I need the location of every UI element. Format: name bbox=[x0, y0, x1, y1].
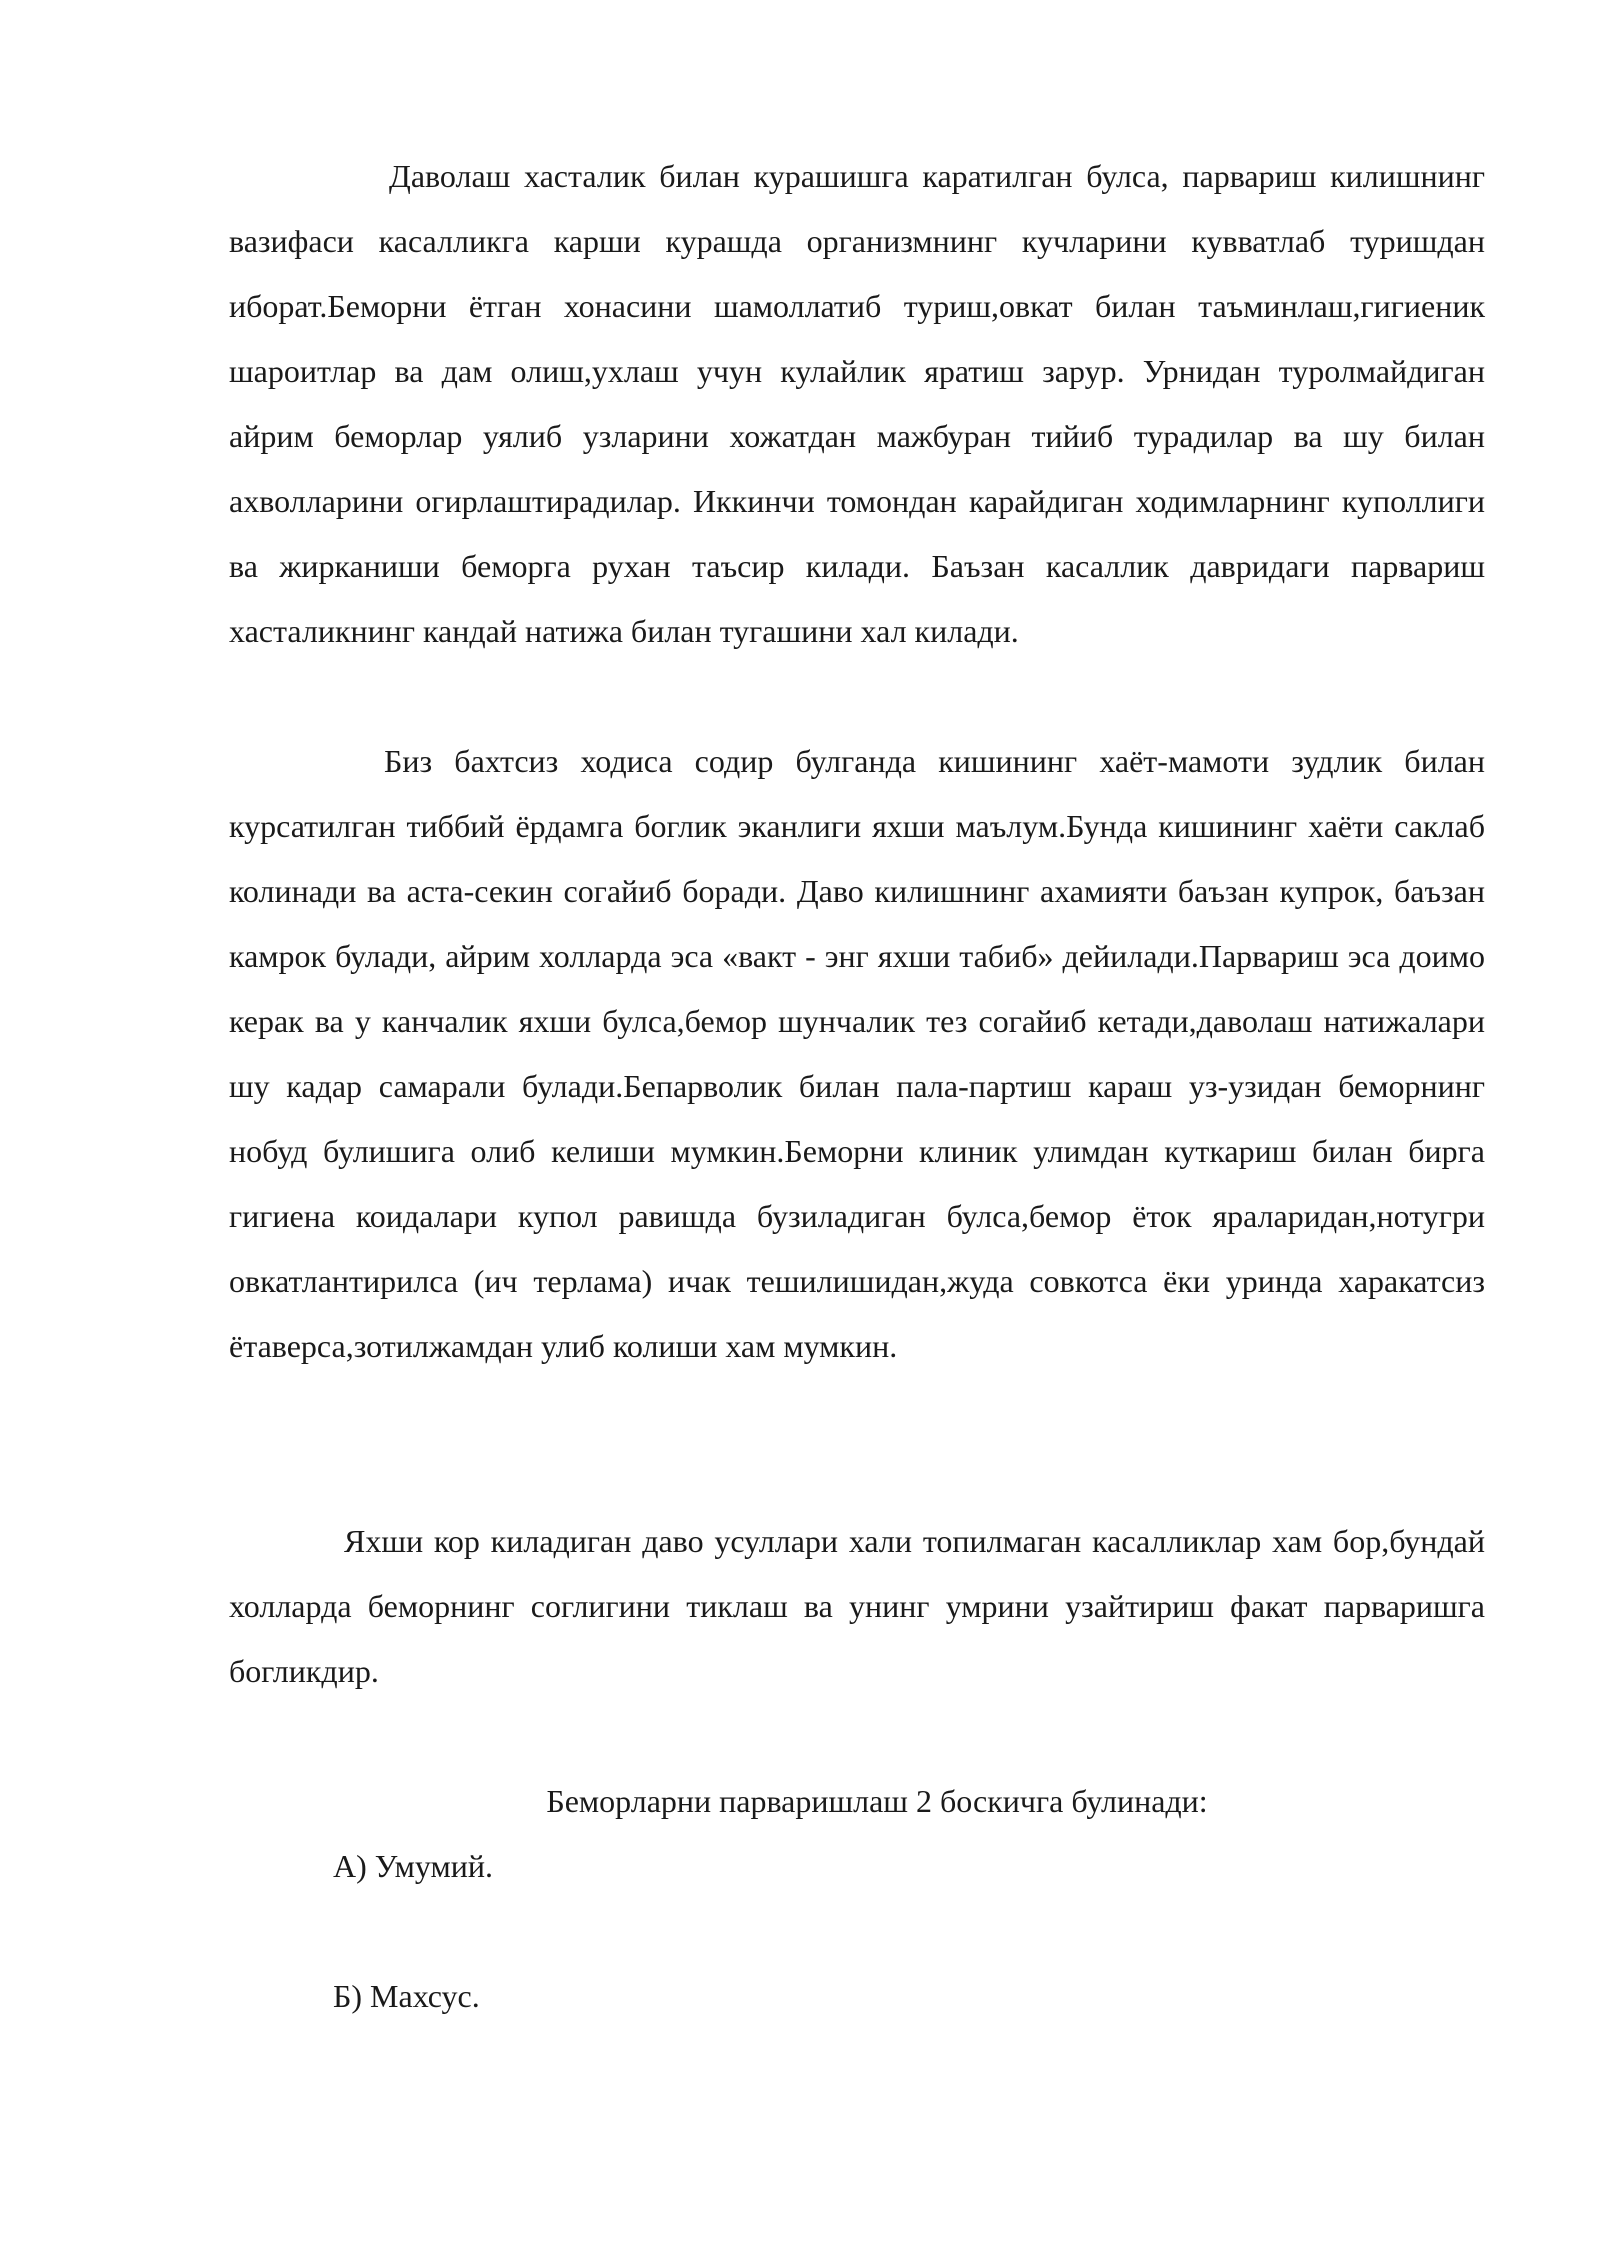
paragraph-medical-aid: Биз бахтсиз ходиса содир булганда кишининг хаёт-мамоти зудлик билан курсатилган тиббий ёрдамга боглик эканлиги яхши маълум.Бунда кишининг хаёти саклаб колинади ва аста-секин согайиб боради. Даво килишнинг ахамияти баъзан купрок, баъзан камрок булади, айрим холларда эса «вакт - энг яхши табиб» дейилади.Парвариш эса доимо керак ва у канчалик яхши булса,бемор шунчалик тез согайиб кетади,даволаш натижалари шу кадар самарали булади.Бепарволик билан пала-партиш караш уз-узидан беморнинг нобуд булишига олиб келиши мумкин.Беморни клиник улимдан куткариш билан бирга гигиена коидалари купол равишда бузиладиган булса,бемор ёток яраларидан,нотугри овкатлантирилса (ич терлама) ичак тешилишидан,жуда совкотса ёки уринда харакатсиз ётаверса,зотилжамдан улиб колиши хам мумкин. bbox=[229, 743, 1485, 1364]
list-item-general: А) Умумий. bbox=[333, 1848, 493, 1884]
paragraph-block bbox=[229, 729, 1485, 1379]
paragraph-block bbox=[229, 1509, 1485, 1704]
paragraph-block bbox=[229, 144, 1485, 664]
paragraph-treatment-care: Даволаш хасталик билан курашишга каратилган булса, парвариш килишнинг вазифаси касалликга карши курашда организмнинг кучларини кувватлаб туришдан иборат.Беморни ётган хонасини шамоллатиб туриш,овкат билан таъминлаш,гигиеник шароитлар ва дам олиш,ухлаш учун кулайлик яратиш зарур. Урнидан туролмайдиган айрим беморлар уялиб узларини хожатдан мажбуран тийиб турадилар ва шу билан ахволларини огирлаштирадилар. Иккинчи томондан карайдиган ходимларнинг куполлиги ва жирканиши беморга рухан таъсир килади. Баъзан касаллик давридаги парвариш хасталикнинг кандай натижа билан тугашини хал килади. bbox=[229, 158, 1485, 649]
paragraph-care-importance: Яхши кор киладиган даво усуллари хали топилмаган касалликлар хам бор,бундай холларда беморнинг соглигини тиклаш ва унинг умрини узайтириш факат парваришга богликдир. bbox=[229, 1523, 1485, 1689]
list-item-special: Б) Махсус. bbox=[333, 1978, 480, 2014]
section-heading: Беморларни парваришлаш 2 боскичга булинади: bbox=[546, 1783, 1208, 1819]
